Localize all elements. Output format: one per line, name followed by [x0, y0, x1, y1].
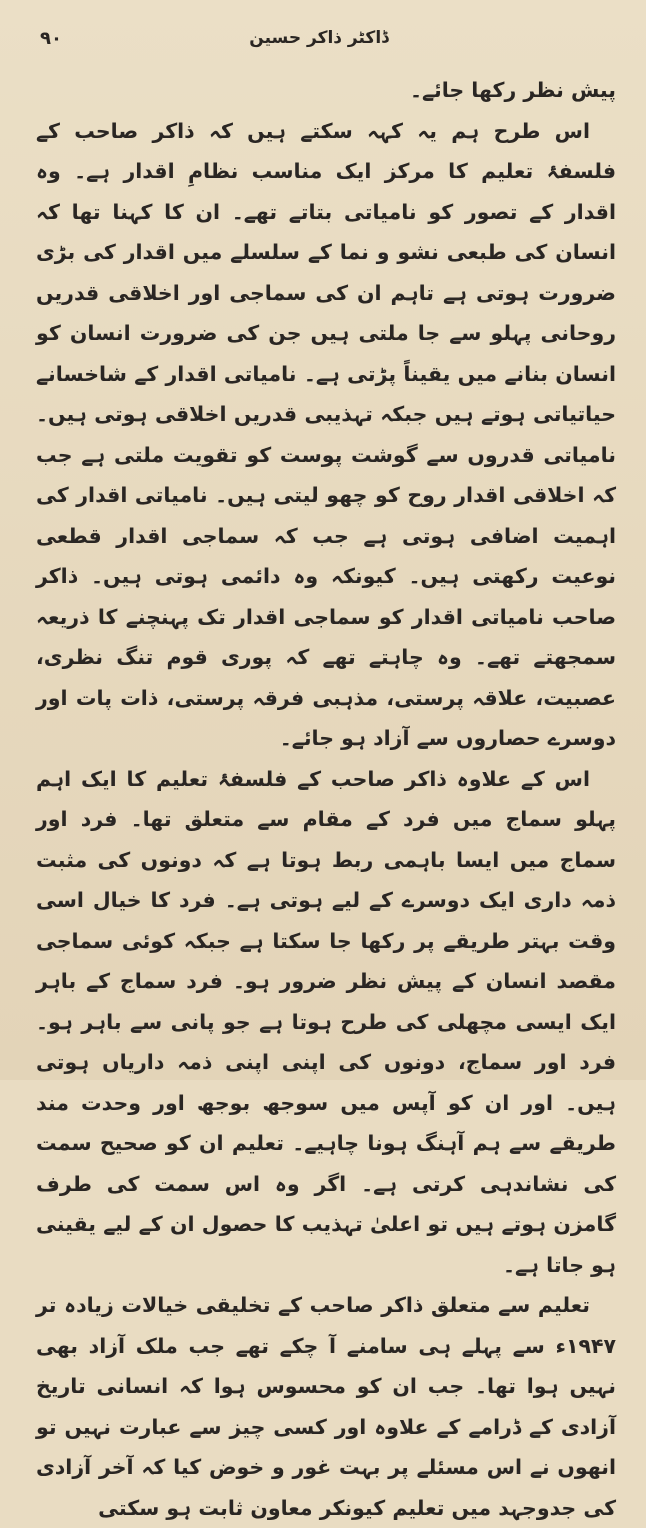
body-text: [36, 70, 616, 1528]
paragraph-freedom: تعلیم سے متعلق ذاکر صاحب کے تخلیقی خیالات زیادہ تر ۱۹۴۷ء سے پہلے ہی سامنے آ چکے تھے جب ملک آزاد بھی نہیں ہوا تھا۔ جب ان کو محسوس ہوا کہ انسانی تاریخ آزادی کے ڈرامے کے علاوہ اور کسی چیز سے عبارت نہیں تو انھوں نے اس مسئلے پر بہت غور و خوض کیا کہ آخر آزادی کی جدوجہد میں تعلیم کیونکر معاون ثابت ہو سکتی: [36, 1293, 616, 1520]
paragraph-values: اس طرح ہم یہ کہہ سکتے ہیں کہ ذاکر صاحب کے فلسفۂ تعلیم کا مرکز ایک مناسب نظامِ اقدار ہے۔ وہ اقدار کے تصور کو نامیاتی بتاتے تھے۔ ان کا کہنا تھا کہ انسان کی طبعی نشو و نما کے سلسلے میں اقدار کی بڑی ضرورت ہوتی ہے تاہم ان کی سماجی اور اخلاقی قدریں روحانی پہلو سے جا ملتی ہیں جن کی ضرورت انسان کو انسان بنانے میں یقیناً پڑتی ہے۔ نامیاتی اقدار کے شاخسانے حیاتیاتی ہوتے ہیں جبکہ تہذیبی قدریں اخلاقی ہوتی ہیں۔ نامیاتی قدروں سے گوشت پوست کو تقویت ملتی ہے جب کہ اخلاقی اقدار روح کو چھو لیتی ہیں۔ نامیاتی اقدار کی اہمیت اضافی ہوتی ہے جب کہ سماجی اقدار قطعی نوعیت رکھتی ہیں۔ کیونکہ وہ دائمی ہوتی ہیں۔ ذاکر صاحب نامیاتی اقدار کو سماجی اقدار تک پہنچنے کا ذریعہ سمجھتے تھے۔ وہ چاہتے تھے کہ پوری قوم تنگ نظری، عصبیت، علاقہ پرستی، مذہبی فرقہ پرستی، ذات پات اور دوسرے حصاروں سے آزاد ہو جائے۔: [36, 118, 616, 750]
page-number: ۹۰: [40, 28, 62, 49]
paragraph-individual-society: اس کے علاوہ ذاکر صاحب کے فلسفۂ تعلیم کا ایک اہم پہلو سماج میں فرد کے مقام سے متعلق تھا۔ فرد اور سماج میں ایسا باہمی ربط ہوتا ہے کہ دونوں کی مثبت ذمہ داری ایک دوسرے کے لیے ہوتی ہے۔ فرد کا خیال اسی وقت بہتر طریقے پر رکھا جا سکتا ہے جبکہ کوئی سماجی مقصد انسان کے پیش نظر ضرور ہو۔ فرد سماج کے باہر ایک ایسی مچھلی کی طرح ہوتا ہے جو پانی سے باہر ہو۔ فرد اور سماج، دونوں کی اپنی اپنی ذمہ داریاں ہوتی ہیں۔ اور ان کو آپس میں سوجھ بوجھ اور وحدت مند طریقے سے ہم آہنگ ہونا چاہیے۔ تعلیم ان کو صحیح سمت کی نشاندہی کرتی ہے۔ اگر وہ اس سمت کی طرف گامزن ہوتے ہیں تو اعلیٰ تہذیب کا حصول ان کے لیے یقینی ہو جاتا ہے۔: [36, 766, 616, 1277]
running-head: ڈاکٹر ذاکر حسین: [249, 28, 389, 48]
page-header: [40, 28, 598, 54]
paragraph-continuation: پیش نظر رکھا جائے۔: [409, 78, 616, 102]
